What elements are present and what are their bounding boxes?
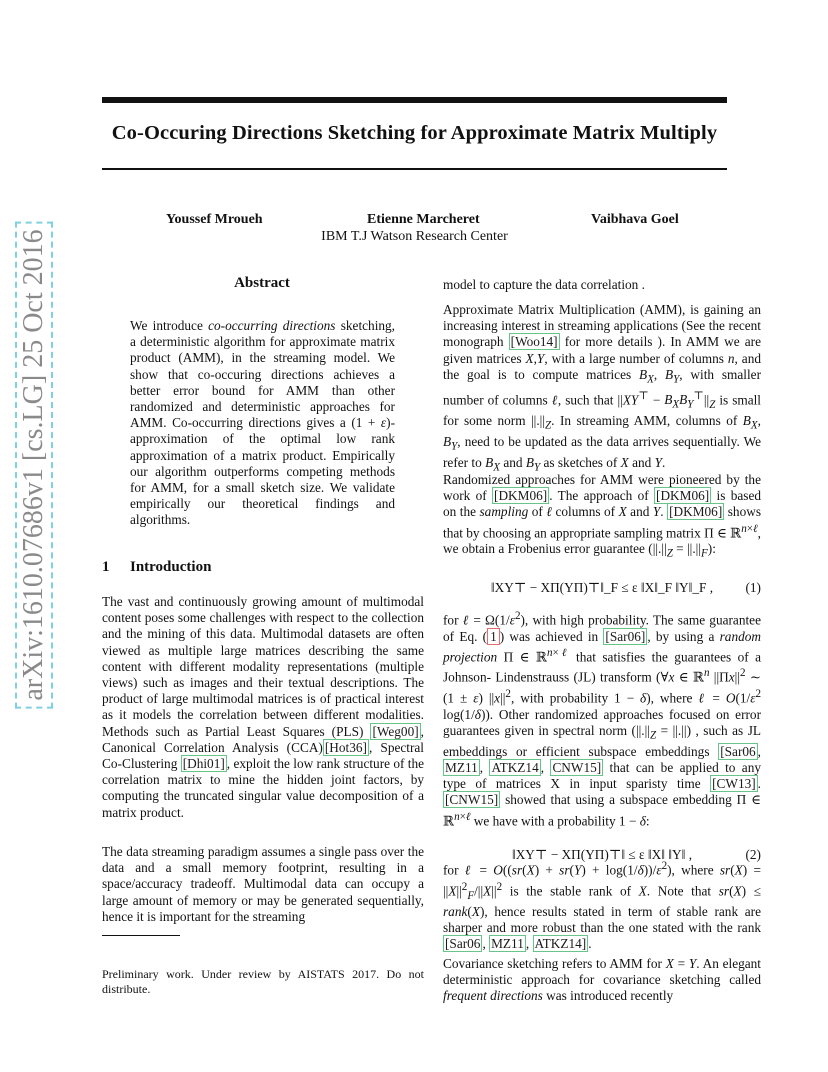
footnote: Preliminary work. Under review by AISTATS 2017. Do not distribute. (102, 967, 424, 996)
ref-eq-1[interactable]: 1 (487, 628, 500, 645)
cite-hot36[interactable]: [Hot36] (324, 739, 367, 755)
equation-1-body: ‖XY⊤ − XΠ(YΠ)⊤‖_F ≤ ε ‖X‖_F ‖Y‖_F , (490, 580, 714, 595)
cite-dkm06[interactable]: [DKM06] (494, 488, 548, 504)
cite-cnw15[interactable]: CNW15] (552, 759, 602, 775)
abstract-heading: Abstract (234, 275, 290, 291)
right-paragraph-guarantee: for ℓ = $\Omega(1/\varepsilon^2)$, with high probability. The same guarantee of Eq. ( 1 ) was achieved in [Sar06] , by using a random projection Π ∈ ℝ$^{n\times\ell}$ that satisfies the guarantees of a Johnson- Lindenstrauss (JL) transform (∀x ∈ ℝ$^n$ $||\Pi x||^2$ ∼ (1 ± ε) $||x||^2$, with probability 1 − δ), where ℓ = $O(1/\varepsilon^2$ log(1/δ)). Other randomized approaches focused on error guarantees given in spectral norm ($||.||_Z$ = ||.||) , such as JL embeddings or efficient subspace embeddings [Sar06 , MZ11 , ATKZ14 , CNW15] that can be applied to any type of matrices X in input sparisty time [CW13] . [CNW15] showed that using a subspace embedding Π ∈ ℝ$^{n\times\ell}$ we have with a probability 1 − δ: (443, 610, 762, 828)
cite-atkz14[interactable]: ATKZ14] (534, 936, 587, 952)
right-paragraph-amm: Approximate Matrix Multiplication (AMM), is gaining an increasing interest in streaming applications (See the recent monograph [Woo14] for more details ). In AMM we are given matrices X,Y, with a large number of columns n, and the goal is to compute matrices $B_X$, $B_Y$, with smaller number of columns ℓ, such that $||XY^⊤ - B_XB_Y^⊤||_Z$ is small for some norm $||.||_Z$. In streaming AMM, columns of $B_X$, $B_Y$, need to be updated as the data arrives sequentially. We refer to $B_X$ and $B_Y$ as sketches of X and Y. (443, 302, 761, 474)
top-rule (102, 97, 727, 103)
section-number: 1 (102, 559, 110, 575)
right-paragraph-covariance: Covariance sketching refers to AMM for X = Y. An elegant deterministic approach for covariance sketching called frequent directions was introduced recently (443, 956, 761, 1004)
equation-2-number: (2) (745, 847, 761, 863)
cite-mz11[interactable]: MZ11 (491, 936, 524, 952)
cite-sar06[interactable]: [Sar06] (605, 628, 646, 644)
intro-paragraph-1: The vast and continuously growing amount of multimodal content poses some challenges with respect to the collection and the mining of this data. Multimodal datasets are often viewed as multiple large matrices describing the same content with different modality representations (multiple views) such as images and their textual descriptions. The product of large multimodal matrices is of practical interest as it models the correlation between different modalities. Methods such as Partial Least Squares (PLS) [Weg00] , Canonical Correlation Analysis (CCA) [Hot36] , Spectral Co-Clustering [Dhi01] , exploit the low rank structure of the correlation matrix to mine the hidden joint factors, by computing the truncated singular value decomposition of a matrix product. (102, 594, 425, 820)
intro-paragraph-2: The data streaming paradigm assumes a single pass over the data and a small memory footprint, resulting in a space/accuracy tradeoff. Multimodal data can occupy a large amount of memory or may be generated sequentially, hence it is important for the streaming (102, 844, 424, 924)
cite-cnw15[interactable]: [CNW15] (445, 792, 499, 808)
cite-atkz14[interactable]: ATKZ14 (491, 759, 539, 775)
cite-sar06[interactable]: [Sar06 (720, 743, 756, 759)
cite-mz11[interactable]: MZ11 (445, 759, 478, 775)
equation-1-number: (1) (745, 580, 761, 595)
author-1: Youssef Mroueh (166, 212, 263, 227)
cite-dhi01[interactable]: [Dhi01] (182, 756, 225, 772)
equation-1 (443, 580, 761, 596)
footnote-rule (102, 935, 180, 936)
abstract-text: We introduce co-occurring directions sketching, a deterministic algorithm for approximate matrix product (AMM), in the streaming model. We show that co-occuring directions achieves a better error bound for AMM than other randomized and deterministic approaches for AMM. Co-occurring directions gives a (1 + ε)-approximation of the optimal low rank approximation of a matrix product. Empirically our algorithm outperforms competing methods for AMM, for a small sketch size. We validate empirically our theoretical findings and algorithms. (130, 318, 396, 528)
cite-cw13[interactable]: [CW13] (712, 776, 756, 792)
section-heading (102, 559, 211, 576)
cite-sar06[interactable]: [Sar06 (445, 936, 481, 952)
cite-woo14[interactable]: [Woo14] (510, 334, 558, 350)
section-title: Introduction (130, 559, 212, 575)
title-rule (102, 168, 727, 170)
equation-2-body: ‖XY⊤ − XΠ(YΠ)⊤‖ ≤ ε ‖X‖ ‖Y‖ , (511, 847, 693, 863)
cite-weg00[interactable]: [Weg00] (372, 723, 419, 739)
author-3: Vaibhava Goel (591, 212, 679, 227)
right-paragraph-stable-rank: for ℓ = $O((sr(X) + sr(Y) + \log(1/\delta))/\varepsilon^2)$, where $sr(X) = ||X||^2_F/||X||^2$ is the stable rank of X. Note that sr(X) ≤ rank(X), hence results stated in term of stable rank are sharper and more robust than the one stated with the rank [Sar06 , MZ11 , ATKZ14] . (443, 860, 761, 952)
author-2: Etienne Marcheret (367, 212, 480, 227)
paper-title: Co-Occuring Directions Sketching for Approximate Matrix Multiply (111, 122, 718, 144)
right-paragraph-randomized: Randomized approaches for AMM were pioneered by the work of [DKM06] . The approach of [DKM06] is based on the sampling of ℓ columns of X and Y. [DKM06] shows that by choosing an appropriate sampling matrix Π ∈ ℝ$^{n\times\ell}$, we obtain a Frobenius error guarantee $(||.||_Z = ||.||_F)$: (443, 472, 761, 560)
arxiv-stamp (0, 0, 49, 701)
cite-dkm06[interactable]: [DKM06] (656, 488, 710, 504)
affiliation: IBM T.J Watson Research Center (321, 229, 508, 244)
right-paragraph-1: model to capture the data correlation . (443, 277, 645, 292)
cite-dkm06[interactable]: [DKM06] (669, 504, 723, 520)
arxiv-id: arXiv:1610.07686v1 [cs.LG] 25 Oct 2016 (15, 221, 53, 708)
